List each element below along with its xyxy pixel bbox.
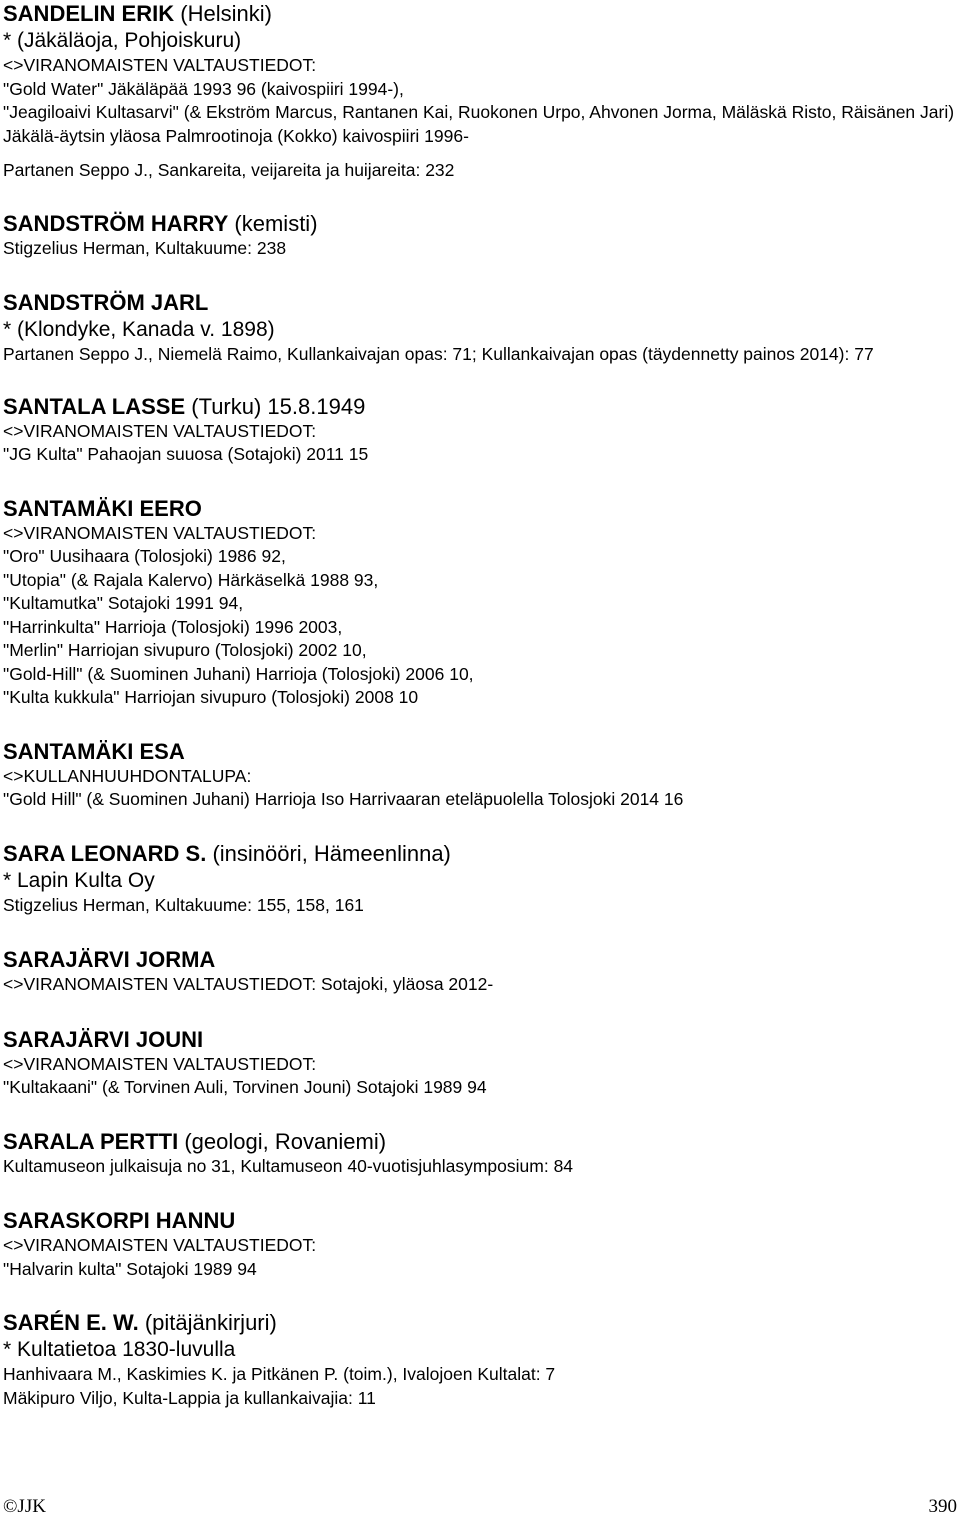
entry-sarajarvi-jouni (3, 1026, 957, 1100)
entry-line: Partanen Seppo J., Sankareita, veijareita ja huijareita: 232 (3, 160, 455, 180)
entry-line: "Halvarin kulta" Sotajoki 1989 94 (3, 1258, 257, 1279)
entry-saren-ew (3, 1309, 957, 1410)
entry-line: <>KULLANHUUHDONTALUPA: (3, 765, 252, 786)
entry-line: "Merlin" Harriojan sivupuro (Tolosjoki) 2002 10, (3, 640, 367, 660)
entry-line: "Jeagiloaivi Kultasarvi" (& Ekström Marcus, Rantanen Kai, Ruokonen Urpo, Ahvonen Jorma, Mäläskä Risto, Räisänen Jari) Jäkälä-äytsin yläosa Palmrootinoja (Kokko) kaivospiiri 1996- (3, 102, 955, 146)
entry-line: <>VIRANOMAISTEN VALTAUSTIEDOT: (3, 420, 317, 441)
entry-heading (3, 1128, 957, 1155)
entry-line: "Gold-Hill" (& Suominen Juhani) Harrioja (Tolosjoki) 2006 10, (3, 663, 474, 684)
entry-line: Kultamuseon julkaisuja no 31, Kultamuseon 40-vuotisjuhlasymposium: 84 (3, 1155, 574, 1176)
entry-qualifier: (geologi, Rovaniemi) (184, 1128, 387, 1154)
entry-santala-lasse (3, 393, 957, 467)
entry-name: SANDSTRÖM HARRY (3, 210, 229, 236)
entry-line: Mäkipuro Viljo, Kulta-Lappia ja kullankaivajia: 11 (3, 1387, 376, 1408)
entry-qualifier: (Helsinki) (180, 1, 272, 26)
entry-sandstrom-jarl (3, 289, 957, 367)
entry-heading (3, 0, 957, 27)
page-number: 390 (928, 1496, 957, 1517)
entry-line: "Kultamutka" Sotajoki 1991 94, (3, 593, 244, 613)
entry-heading (3, 210, 957, 237)
entry-line: "Kultakaani" (& Torvinen Auli, Torvinen Jouni) Sotajoki 1989 94 (3, 1077, 487, 1097)
entry-qualifier: (insinööri, Hämeenlinna) (212, 840, 451, 866)
entry-line: "Utopia" (& Rajala Kalervo) Härkäselkä 1988 93, (3, 569, 379, 590)
entry-heading (3, 289, 957, 316)
entry-heading (3, 393, 957, 420)
entry-line: "JG Kulta" Pahaojan suuosa (Sotajoki) 2011 15 (3, 444, 369, 464)
entry-line: "Gold Hill" (& Suominen Juhani) Harrioja Iso Harrivaaran eteläpuolella Tolosjoki 2014 16 (3, 789, 684, 809)
entry-heading (3, 495, 957, 522)
entry-line: <>VIRANOMAISTEN VALTAUSTIEDOT: (3, 1235, 317, 1255)
entry-name: SARA LEONARD S. (3, 840, 207, 866)
entry-heading (3, 1309, 957, 1336)
entry-name: SANDSTRÖM JARL (3, 290, 209, 315)
entry-santamaki-esa (3, 738, 957, 812)
entry-heading (3, 738, 957, 765)
entry-line: "Gold Water" Jäkäläpää 1993 96 (kaivospiiri 1994-), (3, 78, 404, 99)
entry-line: "Oro" Uusihaara (Tolosjoki) 1986 92, (3, 546, 286, 566)
entry-qualifier: (kemisti) (234, 210, 318, 236)
entry-line: Partanen Seppo J., Niemelä Raimo, Kullankaivajan opas: 71; Kullankaivajan opas (täydennetty painos 2014): 77 (3, 344, 874, 364)
entry-name: SARÉN E. W. (3, 1310, 139, 1335)
entry-subtitle: * (Jäkäläoja, Pohjoiskuru) (3, 29, 242, 52)
entry-name: SARAJÄRVI JORMA (3, 947, 216, 972)
entry-name: SANDELIN ERIK (3, 1, 175, 26)
entry-name: SARASKORPI HANNU (3, 1208, 236, 1233)
entry-line: <>VIRANOMAISTEN VALTAUSTIEDOT: (3, 1053, 317, 1074)
entry-heading (3, 840, 957, 867)
entry-name: SARAJÄRVI JOUNI (3, 1026, 204, 1052)
entry-sarala-pertti (3, 1128, 957, 1179)
page-footer (0, 1496, 960, 1518)
entry-line: Stigzelius Herman, Kultakuume: 238 (3, 237, 287, 258)
entry-name: SARALA PERTTI (3, 1128, 179, 1154)
entry-qualifier: (Turku) 15.8.1949 (191, 393, 366, 419)
entry-subtitle: * (Klondyke, Kanada v. 1898) (3, 318, 275, 341)
entry-line: "Harrinkulta" Harrioja (Tolosjoki) 1996 2003, (3, 616, 343, 637)
entry-heading (3, 946, 957, 973)
entry-sandstrom-harry (3, 210, 957, 261)
entry-saraskorpi-hannu (3, 1207, 957, 1281)
entry-name: SANTAMÄKI ESA (3, 738, 185, 764)
entry-qualifier: (pitäjänkirjuri) (144, 1310, 277, 1335)
entry-line: Stigzelius Herman, Kultakuume: 155, 158, 161 (3, 894, 364, 915)
entry-line: Hanhivaara M., Kaskimies K. ja Pitkänen P. (toim.), Ivalojoen Kultalat: 7 (3, 1364, 556, 1384)
document-page (3, 0, 957, 1410)
entry-subtitle: * Kultatietoa 1830-luvulla (3, 1338, 236, 1361)
entry-sarajarvi-jorma (3, 946, 957, 997)
entry-name: SANTALA LASSE (3, 393, 186, 419)
entry-line: <>VIRANOMAISTEN VALTAUSTIEDOT: Sotajoki, yläosa 2012- (3, 974, 494, 994)
entry-heading (3, 1207, 957, 1234)
entry-sara-leonard (3, 840, 957, 918)
entry-santamaki-eero (3, 495, 957, 710)
entry-line: "Kulta kukkula" Harriojan sivupuro (Tolosjoki) 2008 10 (3, 687, 419, 707)
entry-heading (3, 1026, 957, 1053)
entry-subtitle: * Lapin Kulta Oy (3, 868, 155, 892)
entry-line: <>VIRANOMAISTEN VALTAUSTIEDOT: (3, 55, 317, 75)
entry-sandelin-erik (3, 0, 957, 183)
entry-line: <>VIRANOMAISTEN VALTAUSTIEDOT: (3, 522, 317, 543)
copyright-notice: ©JJK (3, 1496, 46, 1517)
entry-name: SANTAMÄKI EERO (3, 495, 202, 521)
